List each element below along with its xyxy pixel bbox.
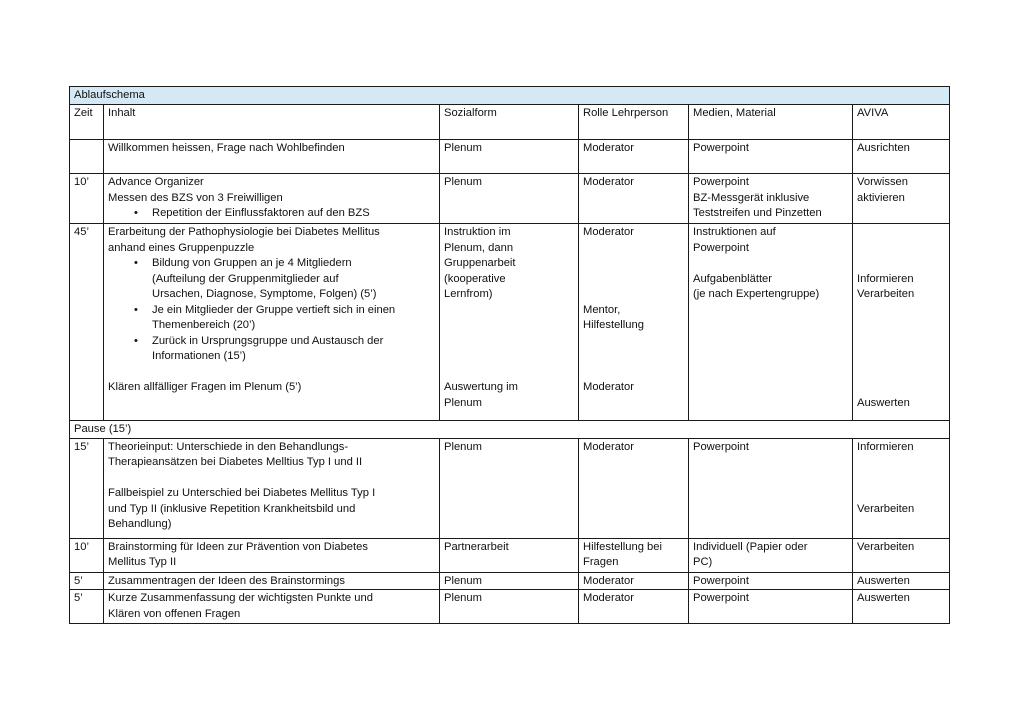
cell-inhalt: Zusammentragen der Ideen des Brainstormings bbox=[104, 572, 440, 590]
cell-medien bbox=[689, 174, 853, 224]
inhalt-line: Theorieinput: Unterschiede in den Behandlungs- bbox=[108, 440, 349, 453]
cell-medien bbox=[689, 224, 853, 421]
pause-label: Pause (15’) bbox=[70, 421, 950, 439]
table-row bbox=[70, 140, 950, 174]
header-inhalt: Inhalt bbox=[104, 105, 440, 140]
header-medien: Medien, Material bbox=[689, 105, 853, 140]
table-row bbox=[70, 572, 950, 590]
cell-medien: Powerpoint bbox=[689, 590, 853, 624]
inhalt-line: Messen des BZS von 3 Freiwilligen bbox=[108, 191, 283, 204]
cell-medien: Powerpoint bbox=[689, 438, 853, 538]
table-header-row bbox=[70, 105, 950, 140]
cell-zeit bbox=[70, 140, 104, 174]
rolle-line: Moderator bbox=[583, 381, 634, 393]
table-row bbox=[70, 438, 950, 538]
aviva-line: Vorwissen bbox=[857, 176, 908, 188]
cell-aviva bbox=[853, 224, 950, 421]
bullet-line: • Zurück in Ursprungsgruppe und Austausch der bbox=[152, 334, 384, 347]
medien-line: Individuell (Papier oder bbox=[693, 540, 808, 553]
header-rolle: Rolle Lehrperson bbox=[579, 105, 689, 140]
bullet-line: (Aufteilung der Gruppenmitglieder auf bbox=[152, 272, 339, 285]
cell-sozialform: Plenum bbox=[440, 572, 579, 590]
sozialform-line: Plenum, dann bbox=[444, 241, 514, 254]
table-row bbox=[70, 174, 950, 224]
cell-rolle: Moderator bbox=[579, 140, 689, 174]
table-row bbox=[70, 224, 950, 421]
aviva-line: Verarbeiten bbox=[857, 288, 915, 300]
cell-aviva: Auswerten bbox=[853, 572, 950, 590]
aviva-line: Informieren bbox=[857, 272, 914, 285]
bullet-list bbox=[108, 206, 435, 222]
rolle-line: Mentor, bbox=[583, 303, 621, 316]
cell-rolle bbox=[579, 538, 689, 572]
bullet-item: • Repetition der Einflussfaktoren auf den BZS bbox=[152, 206, 435, 222]
cell-rolle: Moderator bbox=[579, 438, 689, 538]
sozialform-line: Instruktion im bbox=[444, 226, 511, 238]
medien-line: Aufgabenblätter bbox=[693, 272, 772, 285]
cell-inhalt bbox=[104, 590, 440, 624]
inhalt-line: Therapieansätzen bei Diabetes Melltius Typ I und II bbox=[108, 456, 363, 468]
cell-zeit: 10’ bbox=[70, 174, 104, 224]
cell-aviva bbox=[853, 438, 950, 538]
cell-sozialform bbox=[440, 224, 579, 421]
medien-line: Teststreifen und Pinzetten bbox=[693, 207, 822, 219]
cell-medien: Powerpoint bbox=[689, 572, 853, 590]
sozialform-line: Plenum bbox=[444, 396, 482, 409]
rolle-line: Fragen bbox=[583, 556, 619, 568]
inhalt-line: Kurze Zusammenfassung der wichtigsten Punkte und bbox=[108, 592, 373, 604]
sozialform-line: Lernfrom) bbox=[444, 288, 493, 300]
ablaufschema-table bbox=[69, 86, 950, 624]
cell-inhalt bbox=[104, 224, 440, 421]
cell-rolle: Moderator bbox=[579, 590, 689, 624]
table-title: Ablaufschema bbox=[70, 87, 950, 105]
inhalt-line: Advance Organizer bbox=[108, 176, 204, 188]
cell-aviva: Verarbeiten bbox=[853, 538, 950, 572]
cell-aviva: Ausrichten bbox=[853, 140, 950, 174]
header-sozialform: Sozialform bbox=[440, 105, 579, 140]
inhalt-line: Mellitus Typ II bbox=[108, 556, 177, 568]
cell-zeit: 5’ bbox=[70, 590, 104, 624]
cell-aviva bbox=[853, 174, 950, 224]
bullet-line: Themenbereich (20’) bbox=[152, 319, 256, 331]
cell-sozialform: Partnerarbeit bbox=[440, 538, 579, 572]
inhalt-line: und Typ II (inklusive Repetition Krankheitsbild und bbox=[108, 502, 356, 515]
inhalt-line: Brainstorming für Ideen zur Prävention von Diabetes bbox=[108, 540, 368, 553]
table-title-row bbox=[70, 87, 950, 105]
bullet-item bbox=[152, 303, 435, 334]
bullet-item bbox=[152, 256, 435, 303]
cell-rolle: Moderator bbox=[579, 174, 689, 224]
cell-sozialform: Plenum bbox=[440, 590, 579, 624]
sozialform-line: (kooperative bbox=[444, 272, 506, 285]
medien-line: Instruktionen auf bbox=[693, 226, 776, 238]
cell-sozialform: Plenum bbox=[440, 438, 579, 538]
cell-inhalt bbox=[104, 538, 440, 572]
inhalt-line: Behandlung) bbox=[108, 518, 172, 530]
inhalt-line: Klären allfälliger Fragen im Plenum (5’) bbox=[108, 381, 302, 393]
header-aviva: AVIVA bbox=[853, 105, 950, 140]
medien-line: Powerpoint bbox=[693, 176, 749, 188]
bullet-line: Ursachen, Diagnose, Symptome, Folgen) (5’) bbox=[152, 288, 377, 300]
sozialform-line: Auswertung im bbox=[444, 381, 518, 393]
rolle-line: Hilfestellung bei bbox=[583, 540, 662, 553]
cell-zeit: 45’ bbox=[70, 224, 104, 421]
inhalt-line: Erarbeitung der Pathophysiologie bei Diabetes Mellitus bbox=[108, 226, 380, 238]
rolle-line: Moderator bbox=[583, 226, 634, 238]
bullet-line: Informationen (15’) bbox=[152, 350, 246, 362]
aviva-line: aktivieren bbox=[857, 191, 905, 204]
table-row bbox=[70, 538, 950, 572]
bullet-item bbox=[152, 334, 435, 365]
inhalt-line: anhand eines Gruppenpuzzle bbox=[108, 241, 255, 254]
cell-zeit: 15’ bbox=[70, 438, 104, 538]
medien-line: (je nach Expertengruppe) bbox=[693, 288, 820, 300]
table-row bbox=[70, 590, 950, 624]
inhalt-line: Klären von offenen Fragen bbox=[108, 607, 241, 620]
cell-rolle bbox=[579, 224, 689, 421]
pause-row bbox=[70, 421, 950, 439]
cell-zeit: 5’ bbox=[70, 572, 104, 590]
cell-medien bbox=[689, 538, 853, 572]
bullet-line: • Je ein Mitglieder der Gruppe vertieft sich in einen bbox=[152, 303, 396, 316]
medien-line: Powerpoint bbox=[693, 241, 749, 254]
cell-sozialform: Plenum bbox=[440, 140, 579, 174]
bullet-line: • Bildung von Gruppen an je 4 Mitgliedern bbox=[152, 257, 352, 269]
cell-zeit: 10’ bbox=[70, 538, 104, 572]
inhalt-line: Fallbeispiel zu Unterschied bei Diabetes Mellitus Typ I bbox=[108, 487, 376, 499]
header-zeit: Zeit bbox=[70, 105, 104, 140]
bullet-list bbox=[108, 256, 435, 365]
cell-inhalt: Willkommen heissen, Frage nach Wohlbefinden bbox=[104, 140, 440, 174]
cell-rolle: Moderator bbox=[579, 572, 689, 590]
cell-sozialform: Plenum bbox=[440, 174, 579, 224]
cell-inhalt bbox=[104, 438, 440, 538]
cell-medien: Powerpoint bbox=[689, 140, 853, 174]
rolle-line: Hilfestellung bbox=[583, 319, 644, 331]
aviva-line: Informieren bbox=[857, 440, 914, 453]
cell-inhalt bbox=[104, 174, 440, 224]
aviva-line: Verarbeiten bbox=[857, 502, 915, 515]
medien-line: PC) bbox=[693, 556, 713, 568]
cell-aviva: Auswerten bbox=[853, 590, 950, 624]
sozialform-line: Gruppenarbeit bbox=[444, 257, 516, 269]
medien-line: BZ-Messgerät inklusive bbox=[693, 191, 810, 204]
aviva-line: Auswerten bbox=[857, 396, 910, 409]
